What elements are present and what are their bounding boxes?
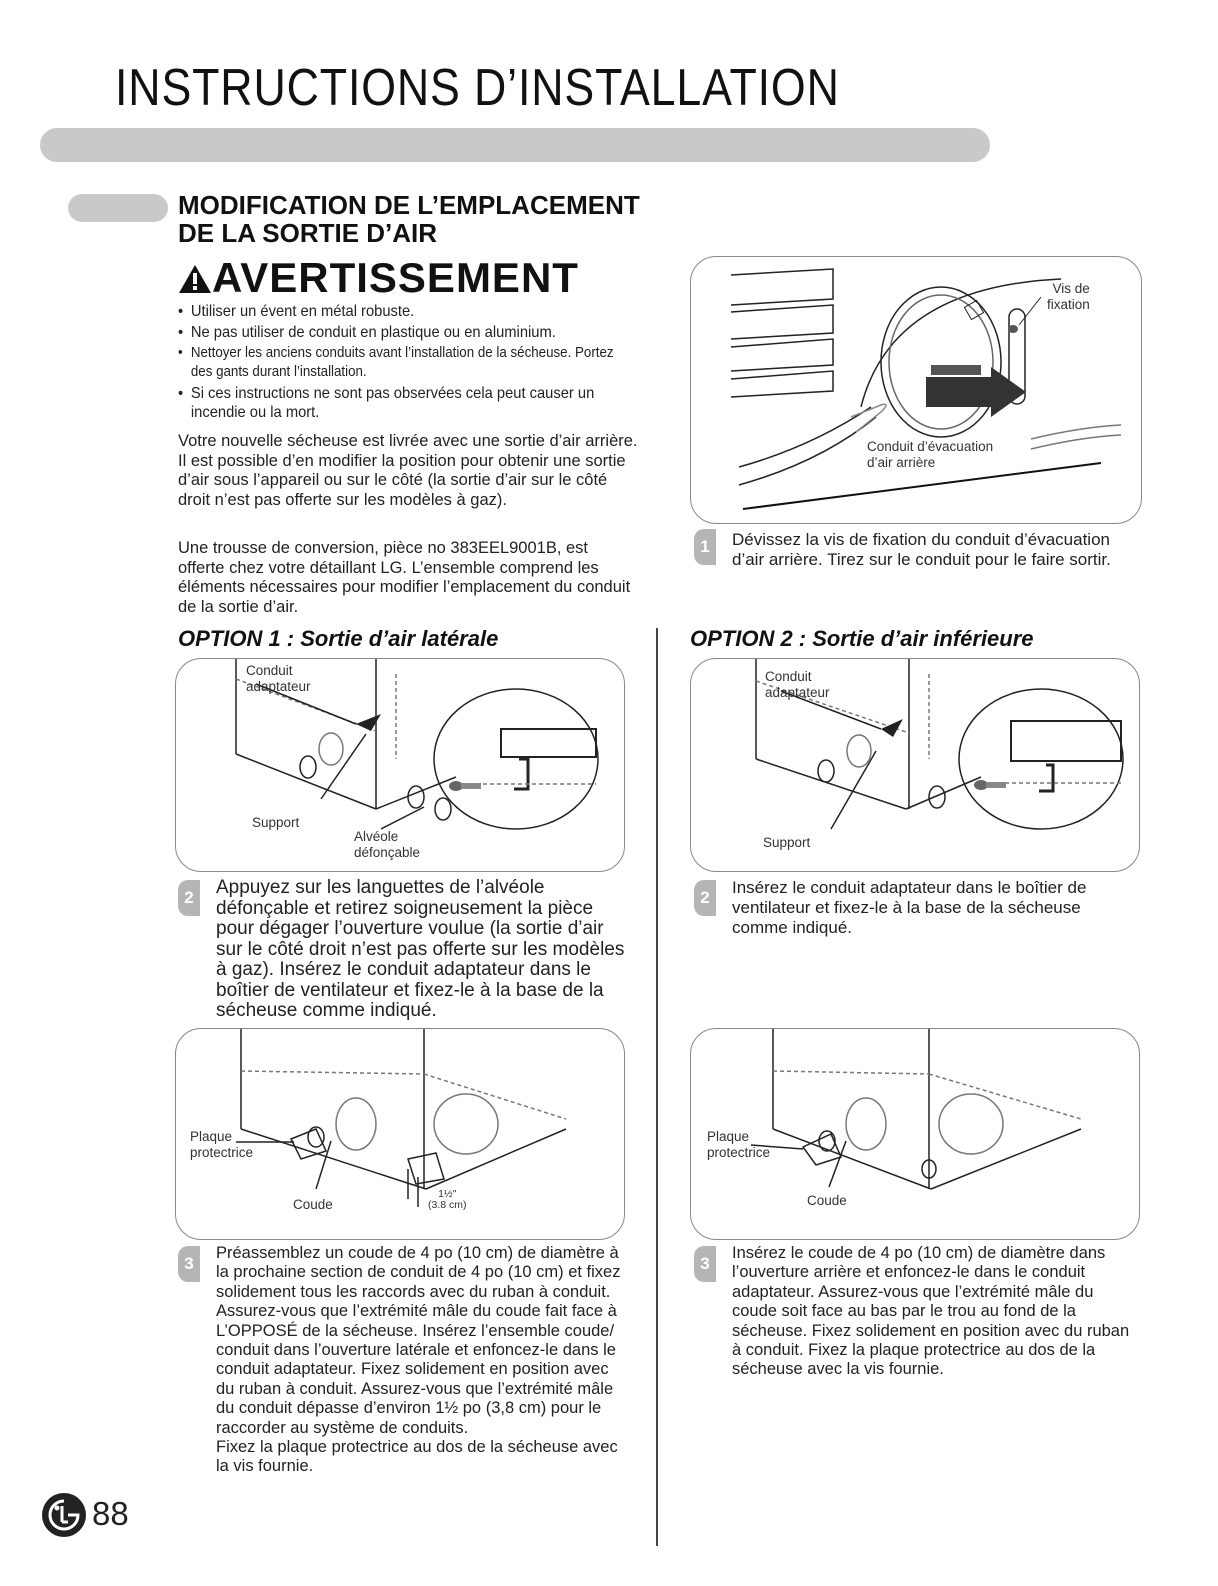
figure-side-adapter xyxy=(175,658,625,872)
label-dimension-line: (3.8 cm) xyxy=(428,1199,467,1211)
step-number-2: 2 xyxy=(694,880,716,916)
option1-step3-paragraph: Fixez la plaque protectrice au dos de la sécheuse avec la vis fournie. xyxy=(216,1438,618,1476)
label-protective-plate-line: Plaque xyxy=(190,1129,233,1144)
option2-step3-text: Insérez le coude de 4 po (10 cm) de diamètre dans l’ouverture arrière et enfoncez-le dans le conduit adaptateur. Assurez-vous que l’extrémité mâle du coude soit face au bas par le trou au fond de la sécheuse. Fixez solidement en position avec du ruban à conduit. Fixez la plaque protectrice au dos de la sécheuse avec la vis fournie. xyxy=(732,1244,1130,1379)
warning-list xyxy=(178,302,668,424)
figure-side-elbow xyxy=(175,1028,625,1240)
figure-bottom-elbow xyxy=(690,1028,1140,1240)
lg-logo xyxy=(42,1493,86,1537)
label-protective-plate-line: protectrice xyxy=(707,1145,771,1160)
step-number-3: 3 xyxy=(178,1246,200,1282)
warning-title xyxy=(178,254,579,302)
warning-item: • Ne pas utiliser de conduit en plastique ou en aluminium. xyxy=(178,323,629,342)
option1-step3-paragraph: Préassemblez un coude de 4 po (10 cm) de diamètre à la prochaine section de conduit de 4 po (10 cm) et fixez solidement tous les raccords avec du ruban à conduit. Assurez-vous que l’extrémité mâle du coude fait face à L’OPPOSÉ de la sécheuse. Insérez l’ensemble coude/ conduit dans l’ouverture latérale et enfoncez-le dans le conduit adaptateur. Fixez solidement en position avec du ruban à conduit. Assurez-vous que l’extrémité mâle du conduit dépasse d’environ 1½ po (3,8 cm) pour le raccorder au système de conduits. xyxy=(216,1244,621,1437)
label-adapter xyxy=(246,663,311,695)
label-protective-plate-line: protectrice xyxy=(190,1145,254,1160)
page-number: 88 xyxy=(92,1495,129,1532)
option1-step2-text: Appuyez sur les languettes de l’alvéole défonçable et retirez soigneusement la pièce pour dégager l’ouverture voulue (la sortie d’air sur le côté droit n’est pas offerte sur les modèles à gaz). Insérez le conduit adaptateur dans le boîtier de ventilateur et fixez-le à la base de la sécheuse comme indiqué. xyxy=(216,877,625,1021)
lg-logo-icon xyxy=(42,1493,86,1537)
bottom-adapter-illustration xyxy=(691,659,1139,871)
figure-bottom-adapter xyxy=(690,658,1140,872)
label-support: Support xyxy=(252,815,300,830)
label-knockout-line: défonçable xyxy=(354,845,421,860)
option2-title: OPTION 2 : Sortie d’air inférieure xyxy=(690,626,1034,651)
warning-triangle-icon xyxy=(178,264,212,294)
label-protective-plate-line: Plaque xyxy=(707,1129,750,1144)
label-screw-line: Vis de xyxy=(1052,281,1090,296)
label-elbow: Coude xyxy=(293,1197,333,1212)
step-number-3: 3 xyxy=(694,1246,716,1282)
figure-rear-vent xyxy=(690,256,1142,524)
option1-title: OPTION 1 : Sortie d’air latérale xyxy=(178,626,499,651)
label-dimension-line: 1½" xyxy=(438,1188,457,1200)
warning-title-text: AVERTISSEMENT xyxy=(212,254,579,301)
section-heading xyxy=(178,191,640,247)
step-number-2: 2 xyxy=(178,880,200,916)
label-protective-plate xyxy=(190,1129,253,1161)
warning-item: • Utiliser un évent en métal robuste. xyxy=(178,302,629,321)
step-number-1: 1 xyxy=(694,529,716,565)
option1-step3-text xyxy=(216,1244,628,1477)
step1-text: Dévissez la vis de fixation du conduit d’évacuation d’air arrière. Tirez sur le conduit pour le faire sortir. xyxy=(732,530,1111,569)
intro-paragraph: Votre nouvelle sécheuse est livrée avec une sortie d’air arrière. Il est possible d’en modifier la position pour obtenir une sortie d’air sous l’appareil ou sur le côté (la sortie d’air sur le côté droit n’est pas offerte sur les modèles à gaz). xyxy=(178,432,638,509)
label-screw-line: fixation xyxy=(1047,297,1090,312)
section-marker xyxy=(68,194,168,222)
label-adapter xyxy=(765,669,830,701)
page-title: INSTRUCTIONS D’INSTALLATION xyxy=(115,59,840,117)
option2-step2-text: Insérez le conduit adaptateur dans le boîtier de ventilateur et fixez-le à la base de la sécheuse comme indiqué. xyxy=(732,878,1087,937)
label-dimension xyxy=(428,1189,467,1211)
label-rear-duct-line: d’air arrière xyxy=(867,455,936,470)
label-screw xyxy=(1047,281,1090,313)
label-adapter-line: Conduit xyxy=(765,669,812,684)
intro-paragraph: Une trousse de conversion, pièce no 383EEL9001B, est offerte chez votre détaillant LG. L’ensemble comprend les éléments nécessaires pour modifier l’emplacement du conduit de la sortie d’air. xyxy=(178,539,631,616)
label-knockout xyxy=(354,829,420,861)
warning-item: • Nettoyer les anciens conduits avant l’installation de la sécheuse. Portez des gants durant l’installation. xyxy=(178,344,629,382)
label-adapter-line: adaptateur xyxy=(246,679,311,694)
label-adapter-line: Conduit xyxy=(246,663,293,678)
label-rear-duct-line: Conduit d’évacuation xyxy=(867,439,994,454)
label-adapter-line: adaptateur xyxy=(765,685,830,700)
label-knockout-line: Alvéole xyxy=(354,829,399,844)
label-elbow: Coude xyxy=(807,1193,847,1208)
section-heading-line1: MODIFICATION DE L’EMPLACEMENT xyxy=(178,190,640,220)
label-rear-duct xyxy=(867,439,993,471)
label-support: Support xyxy=(763,835,811,850)
label-protective-plate xyxy=(707,1129,770,1161)
column-divider xyxy=(656,628,658,1546)
warning-item: • Si ces instructions ne sont pas observées cela peut causer un incendie ou la mort. xyxy=(178,384,629,422)
title-bar xyxy=(40,128,990,162)
section-heading-line2: DE LA SORTIE D’AIR xyxy=(178,218,438,248)
